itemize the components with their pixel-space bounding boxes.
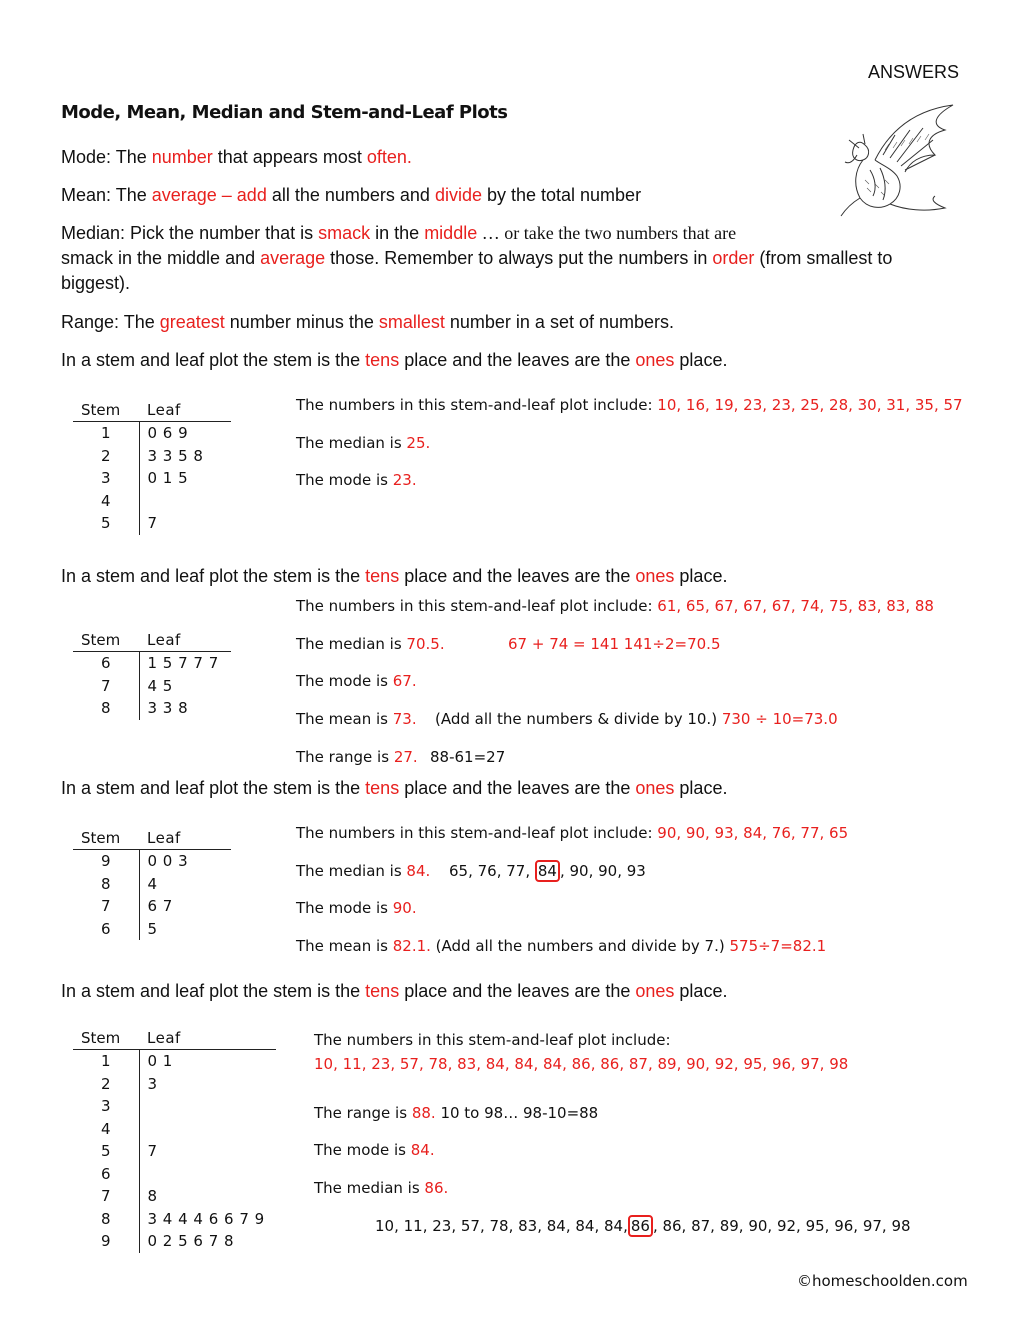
intro-line: In a stem and leaf plot the stem is the tens place and the leaves are the ones place. <box>61 350 728 370</box>
definition-mean: Mean: The average – add all the numbers and divide by the total number <box>61 185 642 205</box>
copyright: ©homeschoolden.com <box>797 1272 968 1290</box>
definition-median: Median: Pick the number that is smack in the middle … or take the two numbers that are smack in the middle and average those. Remember to always put the numbers in order (from smallest to biggest). <box>61 223 893 293</box>
numbers-list: The numbers in this stem-and-leaf plot include: 61, 65, 67, 67, 67, 74, 75, 83, 83, 88 <box>296 597 934 615</box>
median-highlight: 86 <box>628 1215 653 1237</box>
range-work: 88-61=27 <box>430 748 506 766</box>
definition-mode: Mode: The number that appears most often. <box>61 147 412 167</box>
intro-line: In a stem and leaf plot the stem is the tens place and the leaves are the ones place. <box>61 778 728 798</box>
median-sequence: 10, 11, 23, 57, 78, 83, 84, 84, 84, 86 , 86, 87, 89, 90, 92, 95, 96, 97, 98 <box>375 1217 911 1235</box>
mean-answer: The mean is 73. <box>296 710 417 728</box>
stem-leaf-table: Stem Leaf 6 1 5 7 7 7 7 4 5 8 3 3 8 <box>73 629 231 720</box>
range-answer: The range is 27. <box>296 748 418 766</box>
mode-answer: The mode is 23. <box>296 471 417 489</box>
numbers-label: The numbers in this stem-and-leaf plot include: <box>314 1031 671 1049</box>
median-answer: The median is 70.5. <box>296 635 445 653</box>
mean-work: (Add all the numbers & divide by 10.) 730 ÷ 10=73.0 <box>435 710 838 728</box>
definition-range: Range: The greatest number minus the smallest number in a set of numbers. <box>61 312 675 332</box>
median-highlight: 84 <box>535 860 560 882</box>
numbers-list: The numbers in this stem-and-leaf plot include: 10, 16, 19, 23, 23, 25, 28, 30, 31, 35, 57 <box>296 396 963 414</box>
median-answer: The median is 84. <box>296 862 431 880</box>
numbers-list: The numbers in this stem-and-leaf plot include: 90, 90, 93, 84, 76, 77, 65 <box>296 824 849 842</box>
median-answer: The median is 86. <box>314 1179 449 1197</box>
range-answer: The range is 88. 10 to 98… 98-10=88 <box>314 1104 599 1122</box>
page-title: Mode, Mean, Median and Stem-and-Leaf Plots <box>61 102 508 123</box>
mode-answer: The mode is 84. <box>314 1141 435 1159</box>
median-sequence: 65, 76, 77, 84 , 90, 90, 93 <box>449 862 646 880</box>
stem-leaf-table: Stem Leaf 9 0 0 3 8 4 7 6 7 6 5 <box>73 827 231 940</box>
mode-answer: The mode is 90. <box>296 899 417 917</box>
numbers-list: 10, 11, 23, 57, 78, 83, 84, 84, 84, 86, 86, 87, 89, 90, 92, 95, 96, 97, 98 <box>314 1055 849 1073</box>
mode-answer: The mode is 67. <box>296 672 417 690</box>
median-answer: The median is 25. <box>296 434 431 452</box>
intro-line: In a stem and leaf plot the stem is the tens place and the leaves are the ones place. <box>61 566 728 586</box>
stem-leaf-table: Stem Leaf 1 0 6 9 2 3 3 5 8 3 0 1 5 4 5 7 <box>73 399 231 535</box>
answers-label: ANSWERS <box>868 62 960 82</box>
mean-answer: The mean is 82.1. (Add all the numbers and divide by 7.) 575÷7=82.1 <box>296 937 827 955</box>
median-work: 67 + 74 = 141 141÷2=70.5 <box>508 635 721 653</box>
dragon-illustration <box>835 100 957 218</box>
stem-leaf-table: Stem Leaf 1 0 1 2 3 3 4 5 7 6 7 8 8 3 4 4 4 6 6 7 9 9 0 2 5 6 7 8 <box>73 1027 276 1253</box>
intro-line: In a stem and leaf plot the stem is the tens place and the leaves are the ones place. <box>61 981 728 1001</box>
